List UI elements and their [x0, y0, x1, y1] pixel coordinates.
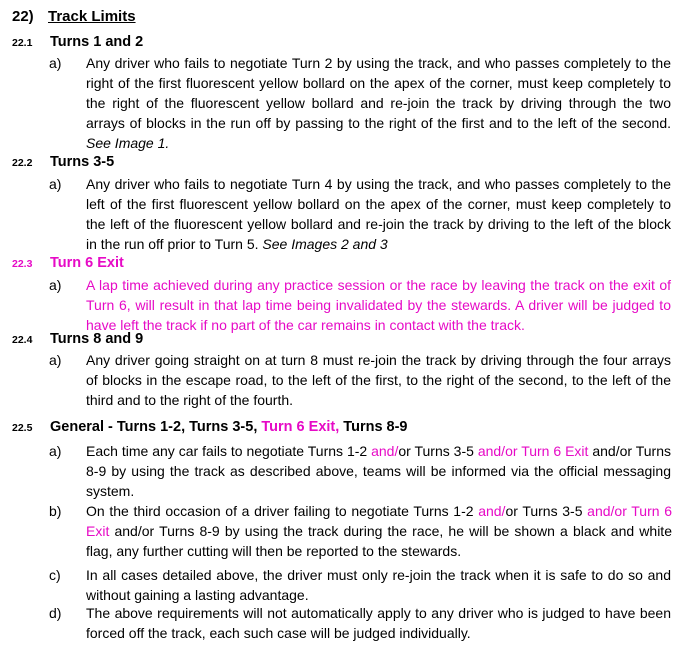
article-number: 22) — [12, 8, 34, 25]
section-title: General - Turns 1-2, Turns 3-5, Turn 6 Exit, Turns 8-9 — [50, 419, 408, 435]
section-title: Turns 8 and 9 — [50, 331, 144, 347]
clause-label: a) — [49, 176, 62, 192]
clause-label: b) — [49, 503, 62, 519]
clause-text: A lap time achieved during any practice session or the race by leaving the track on the exit of Turn 6, will result in that lap time being invalidated by the stewards. A driver will be judged to have left the track if no part of the car remains in contact with the track. — [86, 277, 671, 333]
clause-label: d) — [49, 605, 62, 621]
section-number: 22.3 — [12, 258, 33, 270]
image-reference: See Images 2 and 3 — [262, 236, 388, 252]
article-heading — [12, 8, 136, 25]
clause-label: a) — [49, 443, 62, 459]
clause-text: On the third occasion of a driver failing to negotiate Turns 1-2 and/or Turns 3-5 and/or Turn 6 Exit and/or Turns 8-9 by using the track during the race, he will be shown a black and white flag, any further cutting will then be reported to the stewards. — [86, 503, 672, 559]
clause-label: a) — [49, 277, 62, 293]
clause-label: c) — [49, 567, 61, 583]
article-title: Track Limits — [48, 8, 136, 25]
section-number: 22.1 — [12, 37, 33, 49]
clause-label: a) — [49, 55, 62, 71]
clause-label: a) — [49, 352, 62, 368]
clause-text: Any driver who fails to negotiate Turn 4 by using the track, and who passes completely to the left of the first fluorescent yellow bollard on the apex of the corner, must keep completely to the left of the fluorescent yellow bollard and re-join the track by driving to the left of the block in the run off prior to Turn 5. See Images 2 and 3 — [86, 176, 671, 252]
section-number: 22.2 — [12, 157, 33, 169]
section-title: Turns 1 and 2 — [50, 34, 144, 50]
clause-text: The above requirements will not automatically apply to any driver who is judged to have been forced off the track, each such case will be judged individually. — [86, 605, 671, 641]
section-number: 22.5 — [12, 422, 33, 434]
clause-text: Any driver who fails to negotiate Turn 2 by using the track, and who passes completely to the right of the first fluorescent yellow bollard on the apex of the corner, must keep completely to the right of the fluorescent yellow bollard and re-join the track by driving through the two arrays of blocks in the run off by passing to the right of the first and to the left of the second. See Image 1. — [86, 55, 671, 151]
section-title: Turns 3-5 — [50, 154, 115, 170]
clause-text: Each time any car fails to negotiate Turns 1-2 and/or Turns 3-5 and/or Turn 6 Exit and/or Turns 8-9 by using the track as described above, teams will be informed via the official messaging system. — [86, 443, 671, 499]
clause-text: In all cases detailed above, the driver must only re-join the track when it is safe to do so and without gaining a lasting advantage. — [86, 567, 671, 603]
clause-text: Any driver going straight on at turn 8 must re-join the track by driving through the four arrays of blocks in the escape road, to the left of the first, to the right of the second, to the left of the third and to the right of the fourth. — [86, 352, 671, 408]
image-reference: See Image 1. — [86, 135, 170, 151]
section-title: Turn 6 Exit — [50, 255, 124, 271]
section-number: 22.4 — [12, 334, 33, 346]
